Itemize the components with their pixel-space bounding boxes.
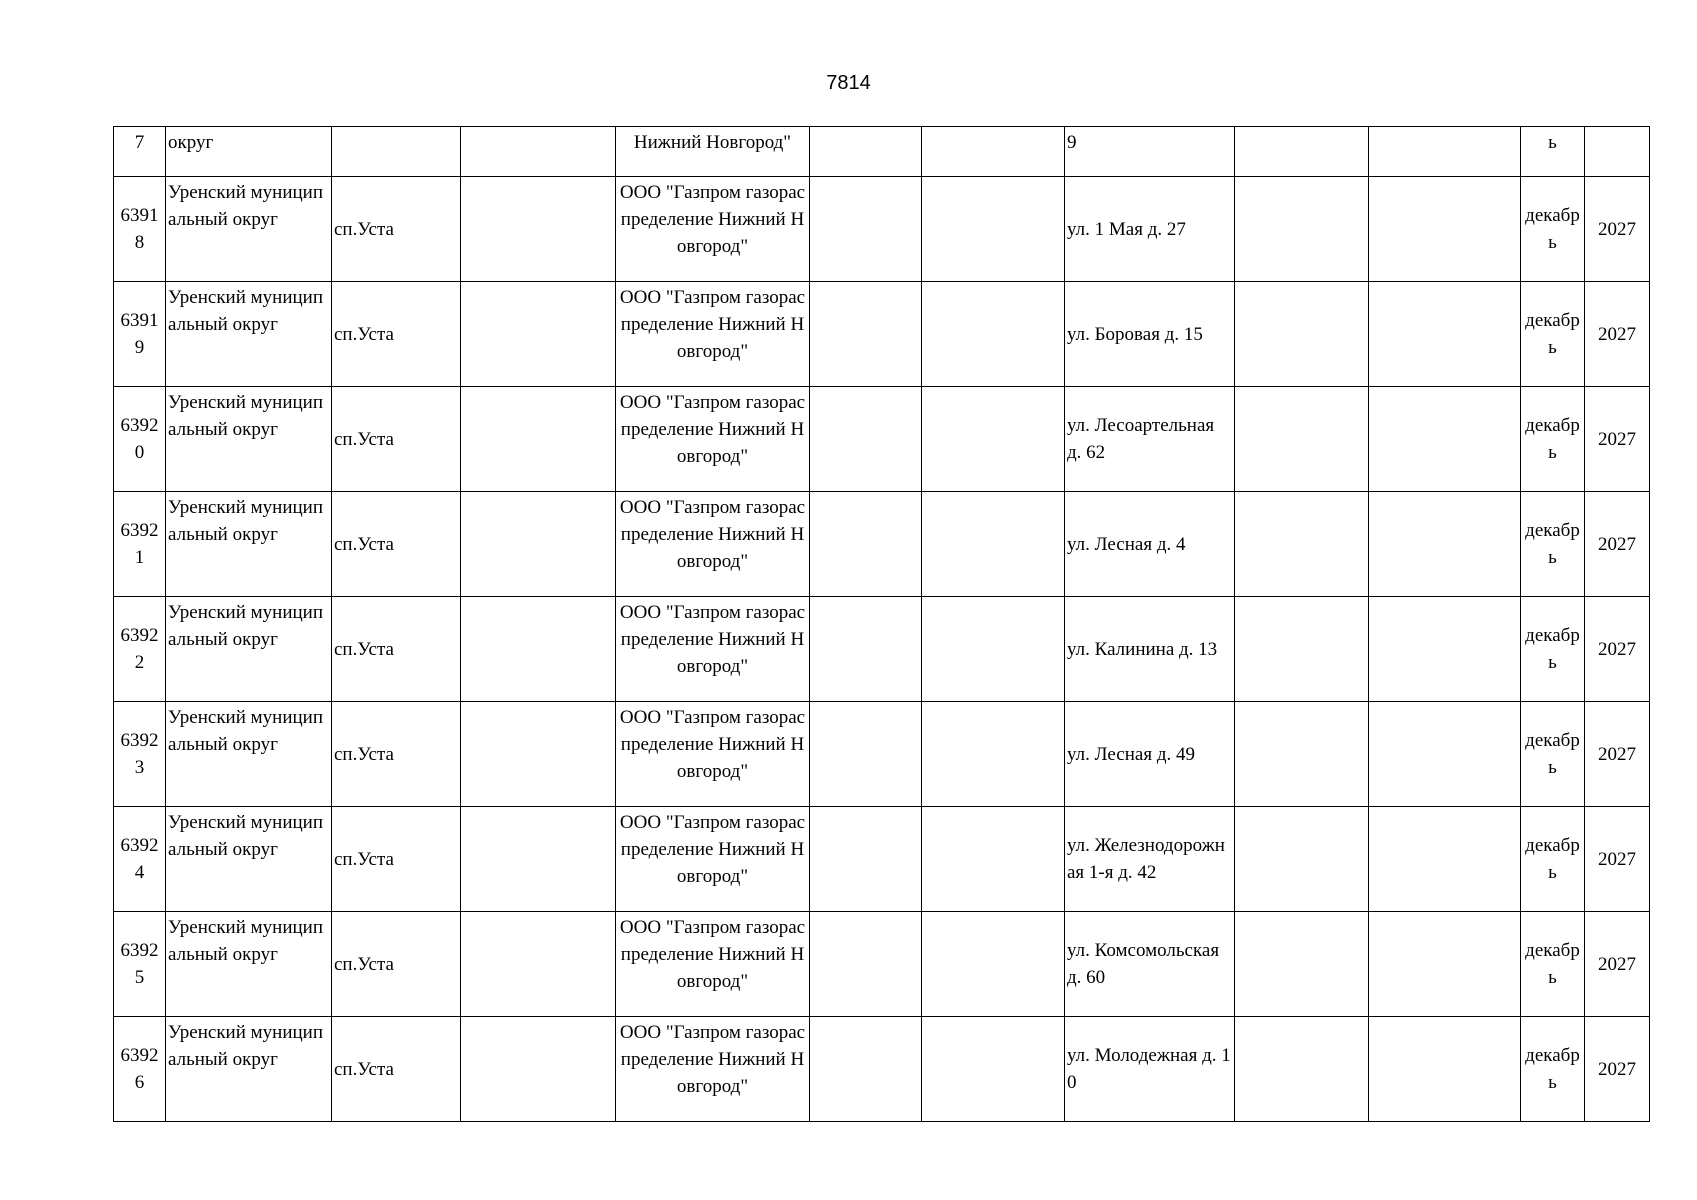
cell-empty [922,127,1065,177]
table-row [114,282,1650,387]
cell-empty [1235,1017,1369,1122]
cell-address: ул. Железнодорожная 1-я д. 42 [1065,807,1235,912]
cell-number: 63919 [114,282,166,387]
cell-year: 2027 [1585,492,1650,597]
table-row [114,127,1650,177]
cell-empty [461,492,616,597]
cell-address: ул. Комсомольская д. 60 [1065,912,1235,1017]
table-row [114,702,1650,807]
cell-district: Уренский муниципальный округ [166,702,332,807]
cell-empty [810,492,922,597]
table-row [114,912,1650,1017]
cell-empty [922,177,1065,282]
cell-year: 2027 [1585,597,1650,702]
cell-empty [810,1017,922,1122]
cell-empty [461,387,616,492]
table-body [114,127,1650,1122]
table-row [114,597,1650,702]
cell-organization: ООО "Газпром газораспределение Нижний Новгород" [616,807,810,912]
cell-district: Уренский муниципальный округ [166,807,332,912]
cell-empty [1235,597,1369,702]
table-row [114,1017,1650,1122]
cell-number: 63924 [114,807,166,912]
cell-empty [922,1017,1065,1122]
cell-empty [1235,702,1369,807]
cell-year: 2027 [1585,702,1650,807]
cell-empty [461,807,616,912]
cell-number: 63923 [114,702,166,807]
cell-empty [922,912,1065,1017]
cell-organization: ООО "Газпром газораспределение Нижний Новгород" [616,282,810,387]
cell-address: 9 [1065,127,1235,177]
cell-empty [1369,702,1521,807]
cell-year: 2027 [1585,1017,1650,1122]
cell-empty [1235,282,1369,387]
table-row [114,177,1650,282]
cell-empty [810,702,922,807]
cell-empty [461,912,616,1017]
cell-empty [922,387,1065,492]
cell-empty [461,1017,616,1122]
cell-settlement [332,127,461,177]
cell-month: декабрь [1521,492,1585,597]
cell-empty [1369,1017,1521,1122]
cell-organization: ООО "Газпром газораспределение Нижний Новгород" [616,1017,810,1122]
cell-organization: ООО "Газпром газораспределение Нижний Новгород" [616,492,810,597]
cell-settlement: сп.Уста [332,702,461,807]
cell-district: Уренский муниципальный округ [166,282,332,387]
cell-empty [1235,387,1369,492]
cell-organization: ООО "Газпром газораспределение Нижний Новгород" [616,387,810,492]
cell-empty [1369,912,1521,1017]
cell-month: декабрь [1521,807,1585,912]
cell-district: Уренский муниципальный округ [166,597,332,702]
table-row [114,387,1650,492]
cell-settlement: сп.Уста [332,597,461,702]
cell-empty [1235,127,1369,177]
cell-empty [810,912,922,1017]
cell-empty [1235,492,1369,597]
cell-address: ул. Боровая д. 15 [1065,282,1235,387]
cell-empty [922,492,1065,597]
cell-district: Уренский муниципальный округ [166,1017,332,1122]
cell-month: ь [1521,127,1585,177]
cell-organization: ООО "Газпром газораспределение Нижний Новгород" [616,177,810,282]
cell-year: 2027 [1585,282,1650,387]
cell-number: 63918 [114,177,166,282]
cell-district: Уренский муниципальный округ [166,912,332,1017]
cell-empty [1235,177,1369,282]
cell-month: декабрь [1521,387,1585,492]
cell-settlement: сп.Уста [332,387,461,492]
table-row [114,492,1650,597]
cell-year: 2027 [1585,807,1650,912]
cell-organization: ООО "Газпром газораспределение Нижний Новгород" [616,912,810,1017]
cell-empty [461,127,616,177]
cell-address: ул. Лесоартельная д. 62 [1065,387,1235,492]
cell-settlement: сп.Уста [332,492,461,597]
cell-number: 63922 [114,597,166,702]
cell-address: ул. 1 Мая д. 27 [1065,177,1235,282]
cell-district: Уренский муниципальный округ [166,492,332,597]
cell-number: 7 [114,127,166,177]
cell-month: декабрь [1521,702,1585,807]
cell-empty [461,177,616,282]
cell-empty [810,387,922,492]
cell-settlement: сп.Уста [332,1017,461,1122]
cell-month: декабрь [1521,597,1585,702]
cell-year [1585,127,1650,177]
cell-empty [922,702,1065,807]
cell-empty [1369,597,1521,702]
cell-number: 63925 [114,912,166,1017]
cell-settlement: сп.Уста [332,807,461,912]
cell-district: Уренский муниципальный округ [166,387,332,492]
cell-empty [461,597,616,702]
cell-empty [1235,807,1369,912]
cell-empty [1369,177,1521,282]
cell-district: округ [166,127,332,177]
cell-organization: Нижний Новгород" [616,127,810,177]
cell-empty [1235,912,1369,1017]
cell-empty [810,597,922,702]
cell-empty [461,282,616,387]
cell-year: 2027 [1585,177,1650,282]
cell-empty [461,702,616,807]
cell-empty [1369,282,1521,387]
cell-year: 2027 [1585,912,1650,1017]
cell-empty [1369,492,1521,597]
cell-month: декабрь [1521,1017,1585,1122]
cell-settlement: сп.Уста [332,177,461,282]
cell-empty [922,282,1065,387]
cell-number: 63920 [114,387,166,492]
cell-settlement: сп.Уста [332,912,461,1017]
cell-organization: ООО "Газпром газораспределение Нижний Новгород" [616,702,810,807]
cell-district: Уренский муниципальный округ [166,177,332,282]
page-number: 7814 [826,72,871,94]
cell-month: декабрь [1521,912,1585,1017]
cell-address: ул. Калинина д. 13 [1065,597,1235,702]
cell-address: ул. Лесная д. 49 [1065,702,1235,807]
cell-number: 63921 [114,492,166,597]
cell-empty [810,177,922,282]
cell-empty [922,597,1065,702]
cell-empty [810,807,922,912]
cell-empty [1369,387,1521,492]
cell-month: декабрь [1521,282,1585,387]
cell-empty [1369,807,1521,912]
cell-address: ул. Лесная д. 4 [1065,492,1235,597]
cell-month: декабрь [1521,177,1585,282]
table-row [114,807,1650,912]
cell-settlement: сп.Уста [332,282,461,387]
cell-empty [810,127,922,177]
cell-empty [922,807,1065,912]
cell-organization: ООО "Газпром газораспределение Нижний Новгород" [616,597,810,702]
cell-empty [1369,127,1521,177]
cell-number: 63926 [114,1017,166,1122]
registry-table [113,126,1650,1122]
cell-address: ул. Молодежная д. 10 [1065,1017,1235,1122]
cell-year: 2027 [1585,387,1650,492]
cell-empty [810,282,922,387]
